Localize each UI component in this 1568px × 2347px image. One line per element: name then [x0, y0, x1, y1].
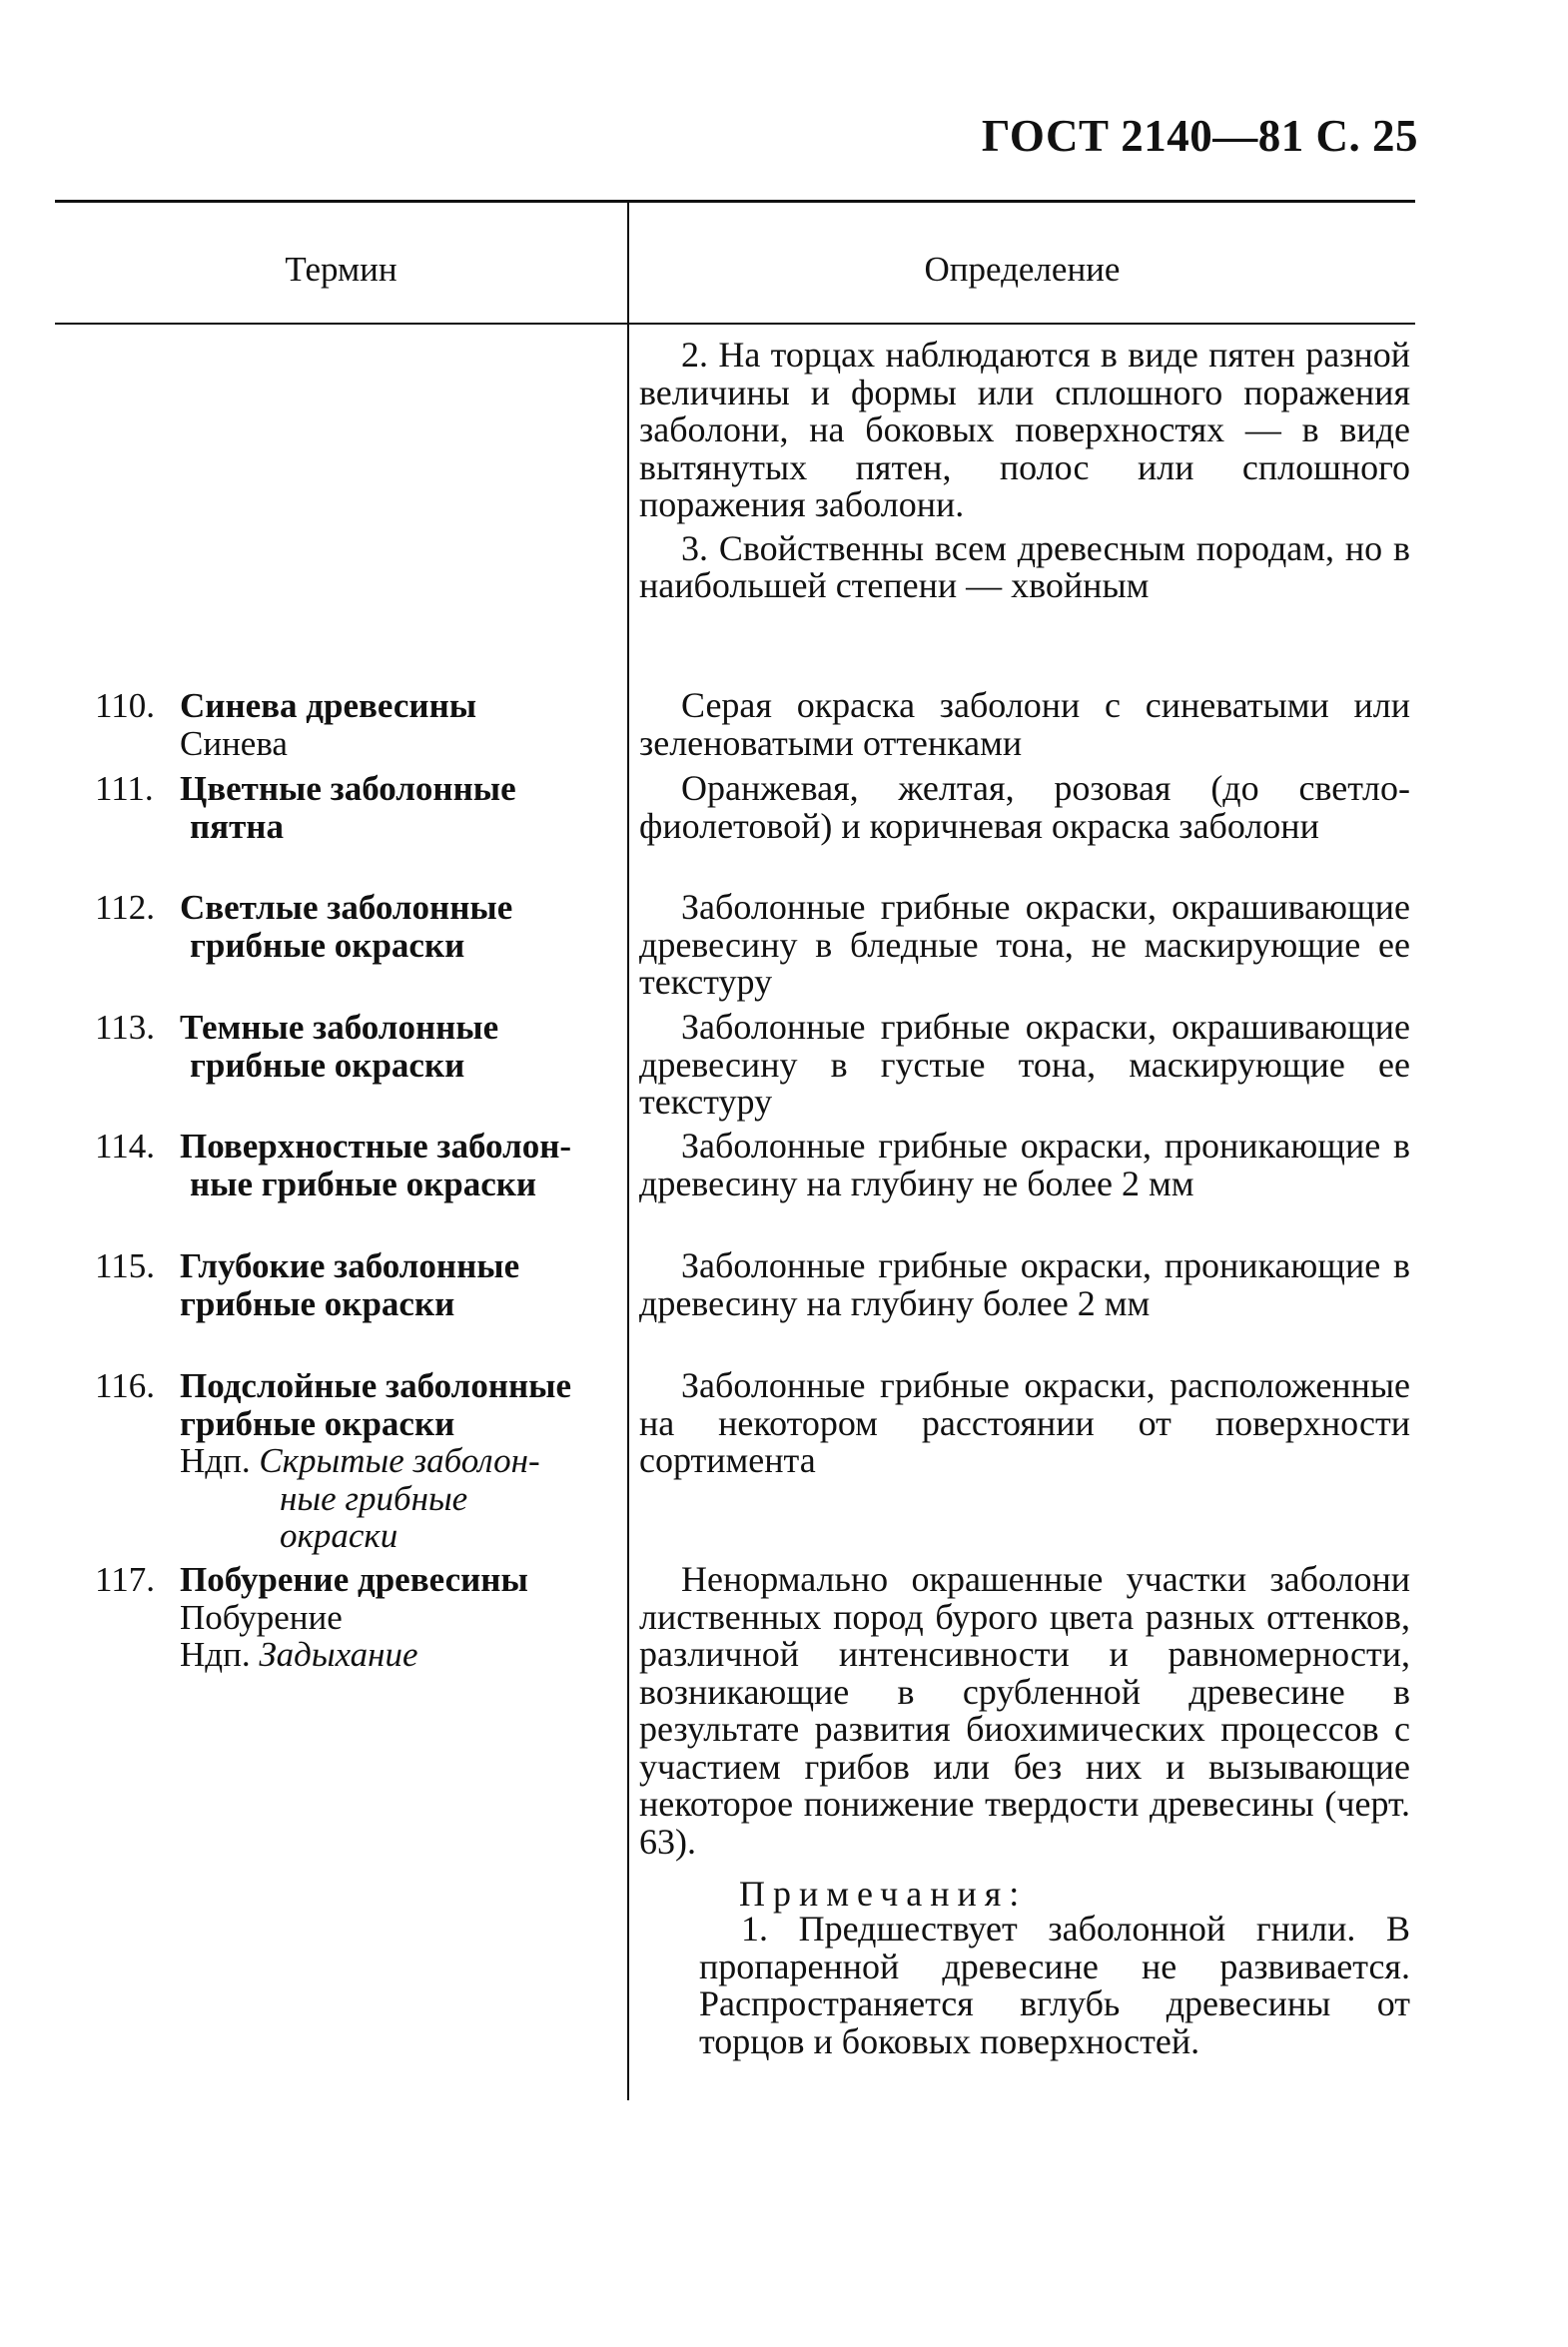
ndp-label: Ндп. — [180, 1635, 251, 1674]
term-number: 116. — [95, 1366, 155, 1405]
definition-112 — [639, 889, 1410, 1002]
term-111 — [95, 770, 624, 845]
column-divider — [627, 203, 629, 2100]
definition-115 — [639, 1247, 1410, 1322]
term-name: Поверхностные заболон- — [180, 1127, 572, 1166]
term-not-recommended — [180, 1636, 624, 1674]
term-synonym: Синева — [180, 723, 288, 763]
ndp-term: Скрытые заболон- — [259, 1441, 540, 1480]
definition-117 — [639, 1561, 1410, 1861]
page-header: ГОСТ 2140—81 С. 25 — [981, 111, 1418, 161]
table-top-rule — [55, 200, 1415, 203]
term-112 — [95, 889, 624, 964]
definition-110 — [639, 687, 1410, 762]
term-name-cont: ные грибные окраски — [190, 1164, 537, 1203]
term-name-cont: грибные окраски — [190, 925, 465, 965]
definition-text: Заболонные грибные окраски, окрашивающие древесину в бледные тона, не маскирующие ее текстуру — [639, 887, 1410, 1002]
term-name-cont: грибные окраски — [180, 1283, 455, 1323]
term-114 — [95, 1128, 624, 1202]
continued-note-2: 2. На торцах наблюдаются в виде пятен разной величины и формы или сплошного поражения заболони, на боковых поверхностях — в виде вытянутых пятен, полос или сплошного поражения заболони. — [639, 335, 1410, 524]
table-header-rule — [55, 323, 1415, 325]
term-name: Побурение древесины — [180, 1560, 528, 1599]
ndp-term-cont: окраски — [280, 1516, 398, 1555]
ndp-label: Ндп. — [180, 1441, 251, 1480]
term-number: 110. — [95, 686, 155, 725]
term-name: Светлые заболонные — [180, 888, 513, 927]
term-synonym: Побурение — [180, 1597, 343, 1637]
definition-text: Заболонные грибные окраски, проникающие в древесину на глубину более 2 мм — [639, 1245, 1410, 1323]
note-1 — [699, 1911, 1410, 2060]
term-number: 111. — [95, 769, 154, 808]
term-name-cont: грибные окраски — [180, 1403, 455, 1443]
term-name: Темные заболонные — [180, 1008, 499, 1047]
term-117 — [95, 1561, 624, 1674]
definition-114 — [639, 1128, 1410, 1202]
term-name: Подслойные заболонные — [180, 1366, 572, 1405]
definition-text: Заболонные грибные окраски, окрашивающие древесину в густые тона, маскирующие ее текстуру — [639, 1007, 1410, 1122]
definition-116 — [639, 1367, 1410, 1480]
notes-title: Примечания: — [739, 1874, 1028, 1914]
term-115 — [95, 1247, 624, 1322]
term-name: Глубокие заболонные — [180, 1246, 520, 1285]
term-number: 112. — [95, 888, 155, 927]
term-116 — [95, 1367, 624, 1555]
note-text: 1. Предшествует заболонной гнили. В пропаренной древесине не развивается. Распространяется вглубь древесины от торцов и боковых поверхностей. — [699, 1909, 1410, 2061]
continued-definition — [639, 337, 1410, 605]
ndp-term: Задыхание — [259, 1635, 418, 1674]
ndp-term-cont: ные грибные — [280, 1478, 468, 1518]
term-name-cont: пятна — [190, 806, 284, 846]
definition-text: Ненормально окрашенные участки заболони лиственных пород бурого цвета разных оттенков, различной интенсивности и равномерности, возникающие в срубленной древесине в результате развития биохимических процессов с участием грибов или без них и вызывающие некоторое понижение твердости древесины (черт. 63). — [639, 1559, 1410, 1862]
definition-text: Серая окраска заболони с синеватыми или зеленоватыми оттенками — [639, 685, 1410, 763]
term-name-cont: грибные окраски — [190, 1045, 465, 1085]
definition-text: Заболонные грибные окраски, проникающие в древесину на глубину не более 2 мм — [639, 1126, 1410, 1203]
column-header-term: Термин — [285, 250, 397, 289]
term-not-recommended — [180, 1442, 624, 1480]
term-name: Цветные заболонные — [180, 769, 516, 808]
term-number: 115. — [95, 1246, 155, 1285]
definition-113 — [639, 1009, 1410, 1122]
definition-text: Заболонные грибные окраски, расположенные на некотором расстоянии от поверхности сортимента — [639, 1365, 1410, 1480]
continued-note-3: 3. Свойственны всем древесным породам, но в наибольшей степени — хвойным — [639, 527, 1410, 605]
column-header-definition: Определение — [924, 250, 1121, 289]
term-name: Синева древесины — [180, 686, 477, 725]
definition-text: Оранжевая, желтая, розовая (до светло-фиолетовой) и коричневая окраска заболони — [639, 768, 1410, 846]
term-110 — [95, 687, 624, 762]
term-number: 117. — [95, 1560, 155, 1599]
definition-111 — [639, 770, 1410, 845]
term-number: 114. — [95, 1127, 155, 1166]
term-number: 113. — [95, 1008, 155, 1047]
term-113 — [95, 1009, 624, 1084]
